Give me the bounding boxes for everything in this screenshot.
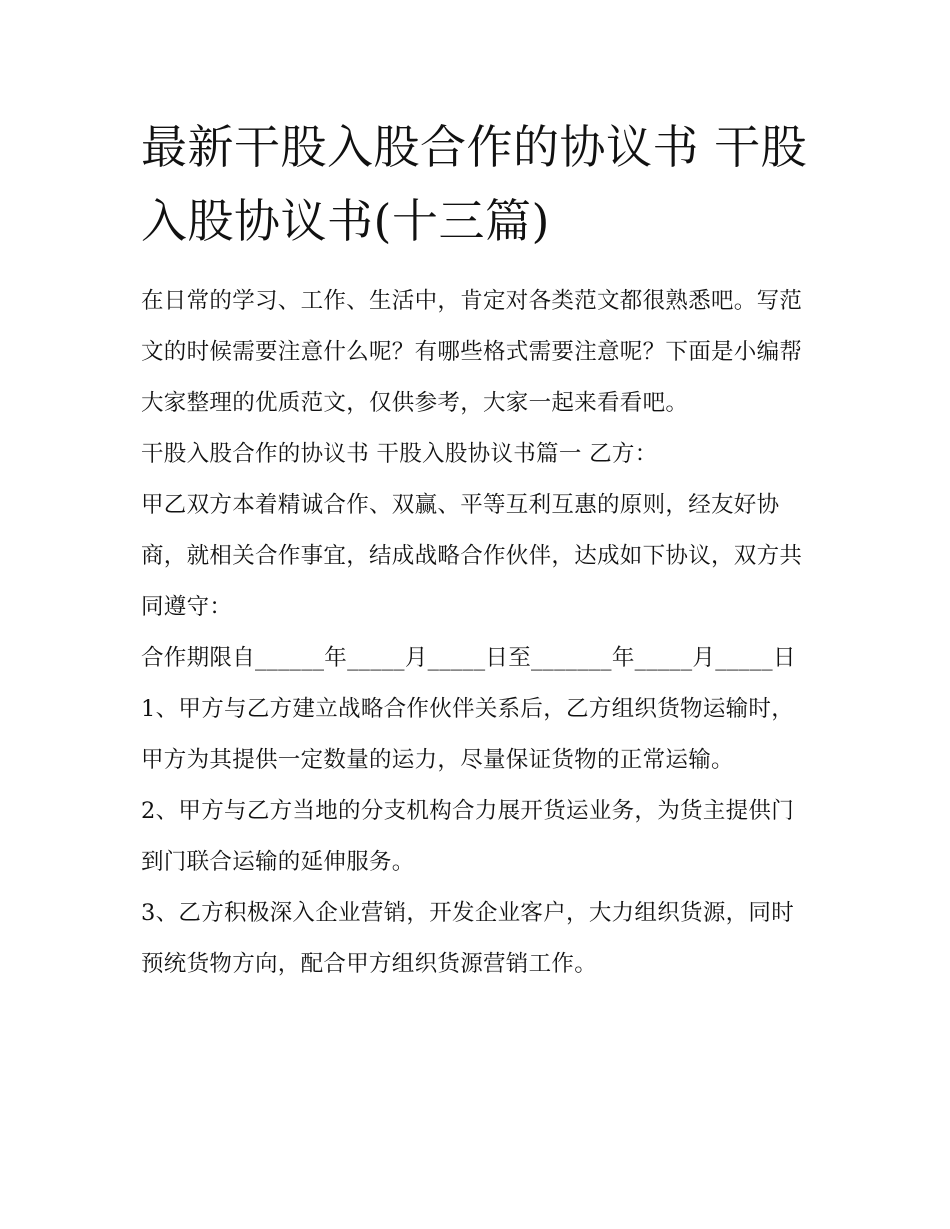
title-spacing [141, 258, 811, 276]
clause-1-paragraph: 1、甲方与乙方建立战略合作伙伴关系后，乙方组织货物运输时，甲方为其提供一定数量的运力，尽量保证货物的正常运输。 [141, 696, 795, 773]
document-page [141, 110, 811, 990]
cooperation-period-paragraph: 合作期限自______年_____月_____日至_______年_____月_____日 [141, 645, 796, 671]
clause-2-paragraph: 2、甲方与乙方当地的分支机构合力展开货运业务，为货主提供门到门联合运输的延伸服务。 [141, 798, 795, 875]
agreement-preamble-paragraph: 甲乙双方本着精诚合作、双赢、平等互利互惠的原则，经友好协商，就相关合作事宜，结成战略合作伙伴，达成如下协议，双方共同遵守： [141, 492, 803, 620]
section-heading-paragraph: 干股入股合作的协议书 干股入股协议书篇一 乙方： [141, 441, 658, 467]
document-title: 最新干股入股合作的协议书 干股入股协议书(十三篇) [141, 120, 808, 248]
clause-3-paragraph: 3、乙方积极深入企业营销，开发企业客户，大力组织货源，同时预统货物方向，配合甲方组织货源营销工作。 [141, 900, 795, 977]
intro-paragraph: 在日常的学习、工作、生活中，肯定对各类范文都很熟悉吧。写范文的时候需要注意什么呢？有哪些格式需要注意呢？下面是小编帮大家整理的优质范文，仅供参考，大家一起来看看吧。 [141, 288, 803, 416]
